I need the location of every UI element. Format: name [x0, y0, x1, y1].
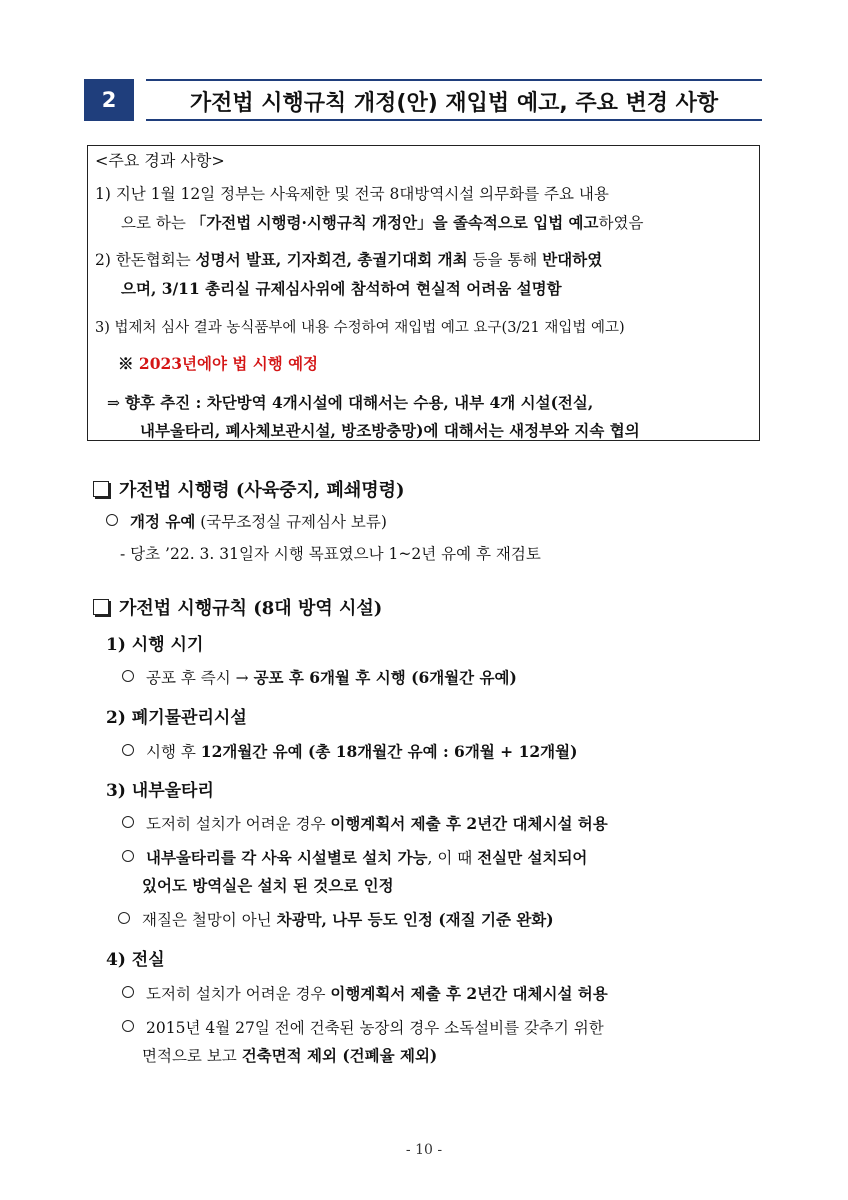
- sub-2-item: 시행 후 12개월간 유예 (총 18개월간 유예 : 6개월 + 12개월): [122, 740, 577, 762]
- sub-4-item-1: 도저히 설치가 어려운 경우 이행계획서 제출 후 2년간 대체시설 허용: [122, 982, 608, 1004]
- section-1-dash-item: - 당초 ’22. 3. 31일자 시행 목표였으나 1~2년 유예 후 재검토: [120, 545, 541, 563]
- section-number-badge: [84, 79, 134, 121]
- sub-4-item-2-line-1: 2015년 4월 27일 전에 건축된 농장의 경우 소독설비를 갖추기 위한: [122, 1016, 604, 1038]
- checkbox-square-icon: [93, 599, 109, 615]
- box-item-2-line-2: 으며, 3/11 총리실 규제심사위에 참석하여 현실적 어려움 설명함: [121, 279, 562, 298]
- sub-4-item-2-line-2: 면적으로 보고 건축면적 제외 (건폐율 제외): [142, 1046, 438, 1065]
- circle-bullet-icon: [122, 744, 134, 756]
- sub-4-heading: 4) 전실: [106, 950, 165, 970]
- sub-2-heading: 2) 폐기물관리시설: [106, 708, 247, 728]
- box-item-3: 3) 법제처 심사 결과 농식품부에 내용 수정하여 재입법 예고 요구(3/21 재입법 예고): [95, 320, 625, 336]
- circle-bullet-icon: [122, 850, 134, 862]
- section-1-item: 개정 유예 (국무조정실 규제심사 보류): [106, 510, 387, 532]
- page-title: 가전법 시행규칙 개정(안) 재입법 예고, 주요 변경 사항: [189, 90, 719, 116]
- title-top-rule: [146, 79, 762, 81]
- circle-bullet-icon: [106, 514, 118, 526]
- section-1-heading: 가전법 시행령 (사육중지, 폐쇄명령): [93, 476, 405, 502]
- sub-3-heading: 3) 내부울타리: [106, 781, 214, 801]
- box-item-1-line-1: 1) 지난 1월 12일 정부는 사육제한 및 전국 8대방역시설 의무화를 주요 내용: [95, 185, 609, 203]
- box-heading: <주요 경과 사항>: [95, 151, 225, 170]
- page-number: - 10 -: [405, 1142, 443, 1158]
- circle-bullet-icon: [122, 986, 134, 998]
- box-note: ※ 2023년에야 법 시행 예정: [118, 354, 319, 373]
- circle-bullet-icon: [122, 1020, 134, 1032]
- checkbox-square-icon: [93, 481, 109, 497]
- circle-bullet-icon: [122, 670, 134, 682]
- sub-3-item-3: 재질은 철망이 아닌 차광막, 나무 등도 인정 (재질 기준 완화): [118, 908, 554, 930]
- box-item-1-line-2: 으로 하는 「가전법 시행령·시행규칙 개정안」을 졸속적으로 입법 예고하였음: [121, 213, 644, 232]
- section-2-heading: 가전법 시행규칙 (8대 방역 시설): [93, 594, 382, 620]
- sub-3-item-2-line-2: 있어도 방역실은 설치 된 것으로 인정: [142, 876, 394, 895]
- box-future-line-2: 내부울타리, 폐사체보관시설, 방조방충망)에 대해서는 새정부와 지속 협의: [140, 421, 640, 440]
- sub-3-item-1: 도저히 설치가 어려운 경우 이행계획서 제출 후 2년간 대체시설 허용: [122, 812, 608, 834]
- sub-1-heading: 1) 시행 시기: [106, 635, 204, 655]
- sub-1-item: 공포 후 즉시 → 공포 후 6개월 후 시행 (6개월간 유예): [122, 666, 517, 688]
- sub-3-item-2-line-1: 내부울타리를 각 사육 시설별로 설치 가능, 이 때 전실만 설치되어: [122, 846, 587, 868]
- box-item-2-line-1: 2) 한돈협회는 성명서 발표, 기자회견, 총궐기대회 개최 등을 통해 반대하였: [95, 250, 603, 269]
- box-future-line-1: ⇒ 향후 추진 : 차단방역 4개시설에 대해서는 수용, 내부 4개 시설(전실,: [107, 393, 594, 412]
- circle-bullet-icon: [122, 816, 134, 828]
- circle-bullet-icon: [118, 912, 130, 924]
- section-number: 2: [101, 88, 117, 112]
